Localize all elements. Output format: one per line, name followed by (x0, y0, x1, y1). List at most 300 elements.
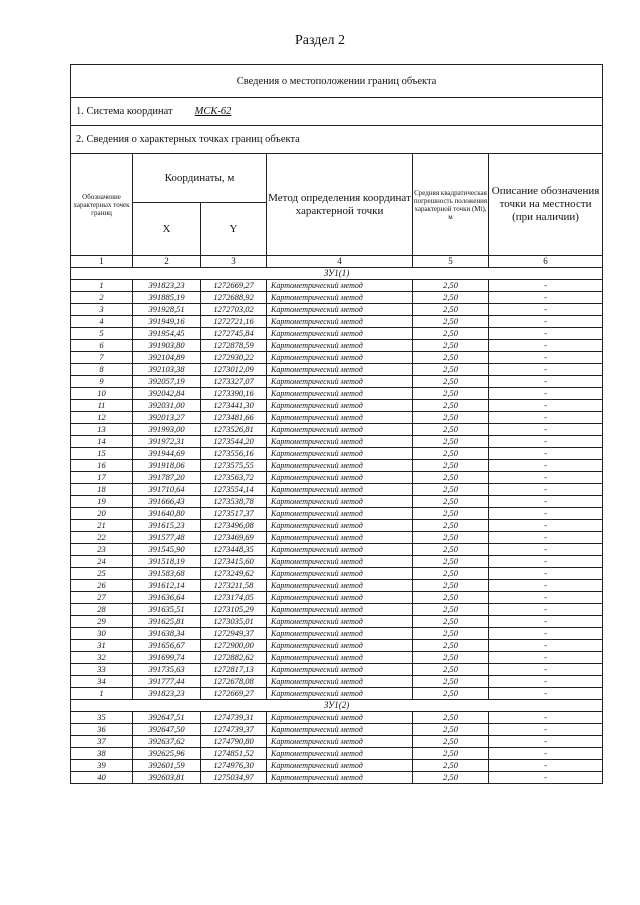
coord-x: 391625,81 (133, 616, 201, 628)
description: - (489, 460, 603, 472)
coord-x: 391577,48 (133, 532, 201, 544)
table-row (71, 460, 603, 472)
error-mt: 2,50 (413, 712, 489, 724)
error-mt: 2,50 (413, 736, 489, 748)
coord-x: 391735,63 (133, 664, 201, 676)
coord-x: 392637,62 (133, 736, 201, 748)
error-mt: 2,50 (413, 724, 489, 736)
coord-x: 391518,19 (133, 556, 201, 568)
description: - (489, 472, 603, 484)
point-designation: 5 (71, 328, 133, 340)
error-mt: 2,50 (413, 544, 489, 556)
point-designation: 10 (71, 388, 133, 400)
coord-y: 1273441,30 (201, 400, 267, 412)
table-row (71, 676, 603, 688)
point-designation: 25 (71, 568, 133, 580)
coord-y: 1273469,69 (201, 532, 267, 544)
coord-y: 1275034,97 (201, 772, 267, 784)
coord-x: 391636,64 (133, 592, 201, 604)
point-designation: 13 (71, 424, 133, 436)
error-mt: 2,50 (413, 400, 489, 412)
table-row (71, 664, 603, 676)
coord-x: 392042,84 (133, 388, 201, 400)
header-method: Метод определения координат характерной точки (267, 154, 413, 256)
point-designation: 11 (71, 400, 133, 412)
description: - (489, 364, 603, 376)
point-designation: 31 (71, 640, 133, 652)
coord-x: 391699,74 (133, 652, 201, 664)
error-mt: 2,50 (413, 436, 489, 448)
coord-system-row (71, 98, 603, 126)
coord-x: 391928,51 (133, 304, 201, 316)
error-mt: 2,50 (413, 532, 489, 544)
error-mt: 2,50 (413, 448, 489, 460)
table-row (71, 520, 603, 532)
method: Картометрический метод (267, 772, 413, 784)
method: Картометрический метод (267, 400, 413, 412)
table-row (71, 400, 603, 412)
coord-system-label: 1. Система координат (76, 106, 173, 117)
description: - (489, 532, 603, 544)
coord-y: 1273526,81 (201, 424, 267, 436)
error-mt: 2,50 (413, 640, 489, 652)
point-designation: 36 (71, 724, 133, 736)
description: - (489, 520, 603, 532)
method: Картометрический метод (267, 388, 413, 400)
point-designation: 6 (71, 340, 133, 352)
coord-x: 391972,31 (133, 436, 201, 448)
error-mt: 2,50 (413, 664, 489, 676)
coord-y: 1273415,60 (201, 556, 267, 568)
coord-y: 1273327,07 (201, 376, 267, 388)
point-designation: 23 (71, 544, 133, 556)
column-number: 5 (413, 256, 489, 268)
method: Картометрический метод (267, 592, 413, 604)
point-designation: 34 (71, 676, 133, 688)
point-designation: 22 (71, 532, 133, 544)
method: Картометрический метод (267, 604, 413, 616)
column-number: 2 (133, 256, 201, 268)
coord-x: 391918,06 (133, 460, 201, 472)
coord-y: 1273249,62 (201, 568, 267, 580)
error-mt: 2,50 (413, 412, 489, 424)
table-title: Сведения о местоположении границ объекта (71, 65, 603, 98)
table-row (71, 628, 603, 640)
header-description: Описание обозначения точки на местности (при наличии) (489, 154, 603, 256)
column-number: 1 (71, 256, 133, 268)
header-coordinates: Координаты, м (133, 154, 267, 203)
coord-x: 391638,34 (133, 628, 201, 640)
coord-x: 391903,80 (133, 340, 201, 352)
table-row (71, 484, 603, 496)
description: - (489, 508, 603, 520)
method: Картометрический метод (267, 496, 413, 508)
table-row (71, 424, 603, 436)
method: Картометрический метод (267, 532, 413, 544)
method: Картометрический метод (267, 412, 413, 424)
error-mt: 2,50 (413, 604, 489, 616)
table-row (71, 592, 603, 604)
coord-x: 391612,14 (133, 580, 201, 592)
point-designation: 2 (71, 292, 133, 304)
table-row (71, 772, 603, 784)
point-designation: 35 (71, 712, 133, 724)
coord-x: 392013,27 (133, 412, 201, 424)
coord-y: 1272878,59 (201, 340, 267, 352)
points-section-label: 2. Сведения о характерных точках границ объекта (71, 126, 603, 154)
method: Картометрический метод (267, 436, 413, 448)
header-x: X (133, 203, 201, 256)
column-number: 4 (267, 256, 413, 268)
coord-y: 1272669,27 (201, 688, 267, 700)
description: - (489, 604, 603, 616)
method: Картометрический метод (267, 508, 413, 520)
column-number: 6 (489, 256, 603, 268)
coord-x: 392647,50 (133, 724, 201, 736)
table-row (71, 736, 603, 748)
coord-y: 1273448,35 (201, 544, 267, 556)
error-mt: 2,50 (413, 352, 489, 364)
table-row (71, 436, 603, 448)
group-row (71, 700, 603, 712)
point-designation: 32 (71, 652, 133, 664)
error-mt: 2,50 (413, 340, 489, 352)
point-designation: 16 (71, 460, 133, 472)
error-mt: 2,50 (413, 460, 489, 472)
table-row (71, 640, 603, 652)
coord-y: 1273012,09 (201, 364, 267, 376)
method: Картометрический метод (267, 304, 413, 316)
description: - (489, 328, 603, 340)
table-row (71, 556, 603, 568)
method: Картометрический метод (267, 292, 413, 304)
coord-y: 1274790,80 (201, 736, 267, 748)
coord-x: 392031,00 (133, 400, 201, 412)
table-row (71, 448, 603, 460)
point-designation: 15 (71, 448, 133, 460)
description: - (489, 664, 603, 676)
error-mt: 2,50 (413, 484, 489, 496)
point-designation: 38 (71, 748, 133, 760)
table-row (71, 544, 603, 556)
point-designation: 18 (71, 484, 133, 496)
point-designation: 29 (71, 616, 133, 628)
coord-x: 392057,19 (133, 376, 201, 388)
coord-y: 1272669,27 (201, 280, 267, 292)
error-mt: 2,50 (413, 292, 489, 304)
error-mt: 2,50 (413, 520, 489, 532)
point-designation: 14 (71, 436, 133, 448)
error-mt: 2,50 (413, 616, 489, 628)
description: - (489, 448, 603, 460)
description: - (489, 556, 603, 568)
table-row (71, 580, 603, 592)
description: - (489, 580, 603, 592)
method: Картометрический метод (267, 664, 413, 676)
boundary-points-table (70, 64, 603, 784)
coord-y: 1273496,08 (201, 520, 267, 532)
method: Картометрический метод (267, 628, 413, 640)
coord-y: 1273556,16 (201, 448, 267, 460)
coord-x: 392647,51 (133, 712, 201, 724)
coord-y: 1273544,20 (201, 436, 267, 448)
point-designation: 27 (71, 592, 133, 604)
group-name: ЗУ1(2) (71, 700, 603, 712)
method: Картометрический метод (267, 652, 413, 664)
coord-y: 1272721,16 (201, 316, 267, 328)
method: Картометрический метод (267, 712, 413, 724)
method: Картометрический метод (267, 736, 413, 748)
coord-y: 1273563,72 (201, 472, 267, 484)
error-mt: 2,50 (413, 688, 489, 700)
coord-x: 391777,44 (133, 676, 201, 688)
method: Картометрический метод (267, 640, 413, 652)
coord-x: 391823,23 (133, 280, 201, 292)
point-designation: 40 (71, 772, 133, 784)
point-designation: 3 (71, 304, 133, 316)
description: - (489, 628, 603, 640)
coord-x: 391710,64 (133, 484, 201, 496)
table-row (71, 568, 603, 580)
table-row (71, 532, 603, 544)
coord-y: 1274739,37 (201, 724, 267, 736)
method: Картометрический метод (267, 484, 413, 496)
error-mt: 2,50 (413, 316, 489, 328)
method: Картометрический метод (267, 364, 413, 376)
point-designation: 26 (71, 580, 133, 592)
error-mt: 2,50 (413, 424, 489, 436)
method: Картометрический метод (267, 460, 413, 472)
table-row (71, 712, 603, 724)
method: Картометрический метод (267, 676, 413, 688)
coord-y: 1272900,00 (201, 640, 267, 652)
method: Картометрический метод (267, 280, 413, 292)
method: Картометрический метод (267, 568, 413, 580)
error-mt: 2,50 (413, 748, 489, 760)
description: - (489, 568, 603, 580)
description: - (489, 724, 603, 736)
point-designation: 4 (71, 316, 133, 328)
description: - (489, 436, 603, 448)
error-mt: 2,50 (413, 556, 489, 568)
description: - (489, 736, 603, 748)
coord-y: 1273105,29 (201, 604, 267, 616)
point-designation: 39 (71, 760, 133, 772)
description: - (489, 424, 603, 436)
method: Картометрический метод (267, 760, 413, 772)
description: - (489, 616, 603, 628)
coord-y: 1272949,37 (201, 628, 267, 640)
error-mt: 2,50 (413, 568, 489, 580)
coord-x: 391656,67 (133, 640, 201, 652)
table-row (71, 304, 603, 316)
group-row (71, 268, 603, 280)
method: Картометрический метод (267, 520, 413, 532)
method: Картометрический метод (267, 316, 413, 328)
error-mt: 2,50 (413, 472, 489, 484)
error-mt: 2,50 (413, 772, 489, 784)
header-y: Y (201, 203, 267, 256)
column-number-row (71, 256, 603, 268)
method: Картометрический метод (267, 748, 413, 760)
point-designation: 9 (71, 376, 133, 388)
coord-y: 1272930,22 (201, 352, 267, 364)
description: - (489, 412, 603, 424)
error-mt: 2,50 (413, 508, 489, 520)
point-designation: 8 (71, 364, 133, 376)
table-row (71, 364, 603, 376)
method: Картометрический метод (267, 340, 413, 352)
method: Картометрический метод (267, 424, 413, 436)
point-designation: 21 (71, 520, 133, 532)
point-designation: 7 (71, 352, 133, 364)
description: - (489, 688, 603, 700)
coord-x: 392601,59 (133, 760, 201, 772)
coord-y: 1273575,55 (201, 460, 267, 472)
description: - (489, 316, 603, 328)
coord-y: 1272703,02 (201, 304, 267, 316)
coord-x: 391640,80 (133, 508, 201, 520)
point-designation: 20 (71, 508, 133, 520)
error-mt: 2,50 (413, 328, 489, 340)
error-mt: 2,50 (413, 376, 489, 388)
table-row (71, 292, 603, 304)
coord-y: 1272817,13 (201, 664, 267, 676)
point-designation: 19 (71, 496, 133, 508)
table-row (71, 352, 603, 364)
method: Картометрический метод (267, 544, 413, 556)
group-name: ЗУ1(1) (71, 268, 603, 280)
coord-y: 1272678,08 (201, 676, 267, 688)
error-mt: 2,50 (413, 592, 489, 604)
point-designation: 1 (71, 688, 133, 700)
coord-x: 391615,23 (133, 520, 201, 532)
coord-x: 391993,00 (133, 424, 201, 436)
coord-x: 391635,51 (133, 604, 201, 616)
method: Картометрический метод (267, 688, 413, 700)
table-row (71, 616, 603, 628)
column-number: 3 (201, 256, 267, 268)
method: Картометрический метод (267, 352, 413, 364)
point-designation: 17 (71, 472, 133, 484)
coord-y: 1272882,62 (201, 652, 267, 664)
table-row (71, 496, 603, 508)
coord-x: 391944,69 (133, 448, 201, 460)
method: Картометрический метод (267, 616, 413, 628)
error-mt: 2,50 (413, 652, 489, 664)
table-row (71, 652, 603, 664)
header-error: Средняя квадратическая погрешность положения характерной точки (Mt), м (413, 154, 489, 256)
coord-y: 1273035,01 (201, 616, 267, 628)
description: - (489, 592, 603, 604)
description: - (489, 280, 603, 292)
error-mt: 2,50 (413, 628, 489, 640)
coord-x: 391583,68 (133, 568, 201, 580)
table-row (71, 340, 603, 352)
point-designation: 28 (71, 604, 133, 616)
description: - (489, 292, 603, 304)
description: - (489, 712, 603, 724)
table-row (71, 316, 603, 328)
description: - (489, 304, 603, 316)
coord-y: 1272688,92 (201, 292, 267, 304)
point-designation: 1 (71, 280, 133, 292)
coord-y: 1274739,31 (201, 712, 267, 724)
table-row (71, 724, 603, 736)
section-title: Раздел 2 (294, 33, 346, 48)
coord-x: 392104,89 (133, 352, 201, 364)
method: Картометрический метод (267, 328, 413, 340)
coord-x: 391545,90 (133, 544, 201, 556)
table-row (71, 508, 603, 520)
coord-y: 1273517,37 (201, 508, 267, 520)
description: - (489, 544, 603, 556)
method: Картометрический метод (267, 472, 413, 484)
coord-y: 1272745,84 (201, 328, 267, 340)
coord-x: 391949,16 (133, 316, 201, 328)
coord-y: 1273211,58 (201, 580, 267, 592)
coord-x: 391954,45 (133, 328, 201, 340)
method: Картометрический метод (267, 448, 413, 460)
error-mt: 2,50 (413, 280, 489, 292)
table-row (71, 328, 603, 340)
point-designation: 24 (71, 556, 133, 568)
method: Картометрический метод (267, 580, 413, 592)
method: Картометрический метод (267, 556, 413, 568)
description: - (489, 652, 603, 664)
coord-y: 1273538,78 (201, 496, 267, 508)
coord-x: 391666,43 (133, 496, 201, 508)
header-designation: Обозначение характерных точек границ (71, 154, 133, 256)
description: - (489, 676, 603, 688)
coord-x: 391787,20 (133, 472, 201, 484)
description: - (489, 760, 603, 772)
table-row (71, 376, 603, 388)
coord-system-value: МСК-62 (194, 106, 232, 117)
description: - (489, 484, 603, 496)
error-mt: 2,50 (413, 760, 489, 772)
error-mt: 2,50 (413, 304, 489, 316)
coord-x: 392625,96 (133, 748, 201, 760)
point-designation: 33 (71, 664, 133, 676)
coord-y: 1274976,30 (201, 760, 267, 772)
coord-y: 1273554,14 (201, 484, 267, 496)
point-designation: 30 (71, 628, 133, 640)
method: Картометрический метод (267, 724, 413, 736)
description: - (489, 496, 603, 508)
table-row (71, 388, 603, 400)
error-mt: 2,50 (413, 364, 489, 376)
coord-x: 392603,81 (133, 772, 201, 784)
coord-y: 1273174,05 (201, 592, 267, 604)
table-row (71, 472, 603, 484)
point-designation: 12 (71, 412, 133, 424)
coord-x: 392103,38 (133, 364, 201, 376)
description: - (489, 388, 603, 400)
error-mt: 2,50 (413, 676, 489, 688)
coord-x: 391823,23 (133, 688, 201, 700)
description: - (489, 400, 603, 412)
method: Картометрический метод (267, 376, 413, 388)
error-mt: 2,50 (413, 388, 489, 400)
description: - (489, 340, 603, 352)
description: - (489, 352, 603, 364)
table-row (71, 604, 603, 616)
table-row (71, 688, 603, 700)
table-row (71, 412, 603, 424)
coord-y: 1273481,66 (201, 412, 267, 424)
description: - (489, 748, 603, 760)
